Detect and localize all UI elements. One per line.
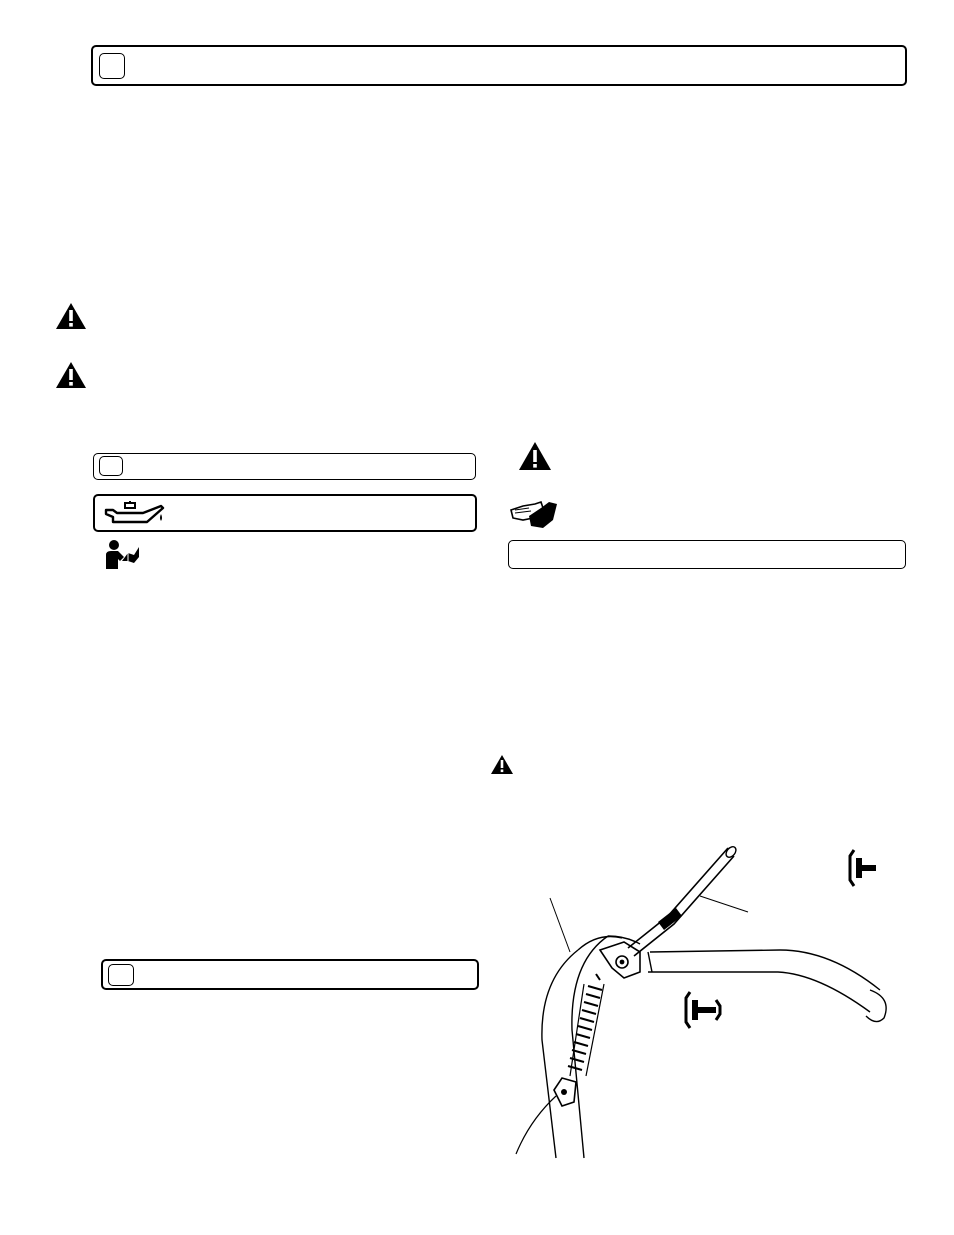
read-manual-icon bbox=[104, 539, 140, 569]
header-section-box bbox=[91, 45, 907, 86]
oil-can-icon bbox=[103, 500, 167, 528]
warning-triangle-icon bbox=[518, 441, 552, 471]
right-section-box bbox=[508, 540, 906, 569]
warning-triangle-icon bbox=[490, 754, 514, 775]
warning-triangle-icon bbox=[55, 361, 87, 389]
warning-triangle-icon bbox=[55, 302, 87, 330]
handlebar-clutch-illustration bbox=[500, 840, 910, 1160]
section-tab-icon bbox=[99, 456, 123, 476]
left-section-box-1 bbox=[93, 453, 476, 480]
gloves-icon bbox=[509, 498, 559, 530]
left-section-box-oil bbox=[93, 494, 477, 532]
left-section-box-3 bbox=[101, 959, 479, 990]
section-tab-icon bbox=[108, 964, 134, 986]
section-tab-icon bbox=[99, 53, 125, 79]
